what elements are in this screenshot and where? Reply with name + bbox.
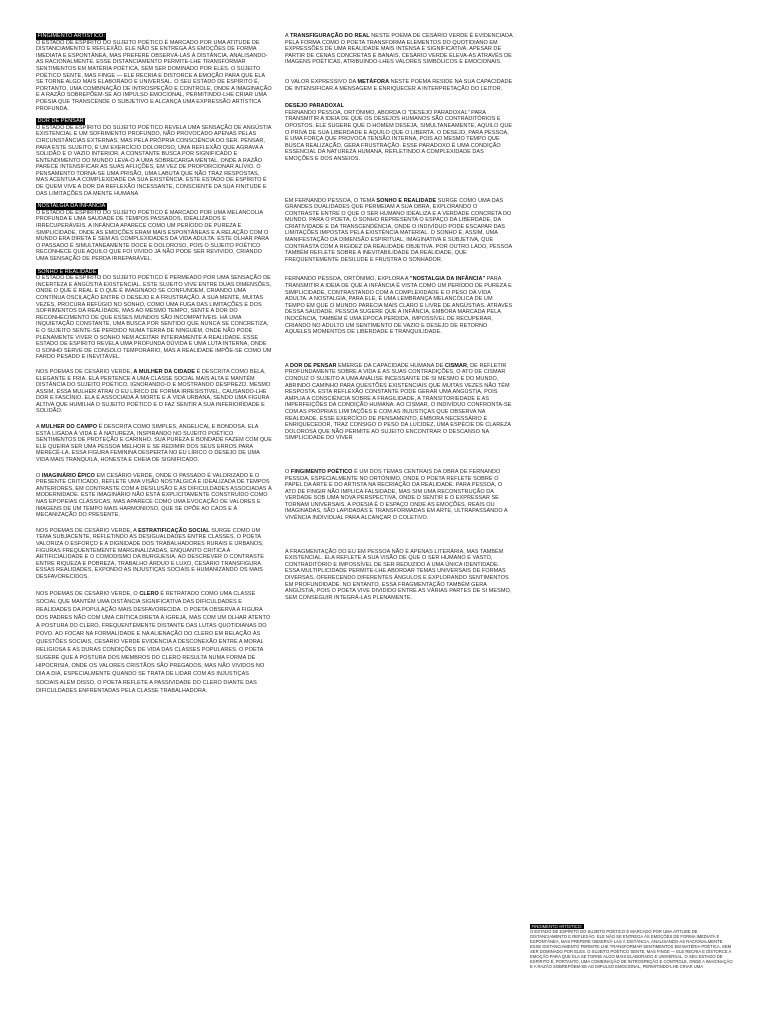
bottom-note-text: O ESTADO DE ESPÍRITO DO SUJEITO POÉTICO É MARCADO POR UMA ATITUDE DE DISTANCIAMENTO E REFLEXÃO. ELE NÃO SE ENTREGA ÀS EMOÇÕES DE FORMA IMEDIATA E ESPONTÂNEA, MAS PREFERE OBSERVÁ-LAS À DISTÂNCIA, ANALISANDO-AS RACIONALMENTE. ESSE DISTANCIAMENTO PERMITE-LHE TRANSFORMAR SENTIMENTOS EM MATÉRIA POÉTICA, SEM SER DOMINADO POR ELES. O SUJEITO POÉTICO SENTE, MAS FINGE — ELE RECRIA E DISTORCE A EMOÇÃO PARA QUE ELA SE TORNE ALGO MAIS ELABORADO E UNIVERSAL. O SEU ESTADO DE ESPÍRITO É, PORTANTO, UMA COMBINAÇÃO DE INTROSPEÇÃO E CONTROLE, ONDE A IMAGINAÇÃO E A RAZÃO SOBREPÕEM-SE AO IMPULSO EMOCIONAL, PERMITINDO-LHE CRIAR UMA — [530, 929, 733, 969]
bottom-note — [530, 924, 735, 969]
paragraph: DESEJO PARADOXAL FERNANDO PESSOA, ORTÓNIMO, ABORDA O "DESEJO PARADOXAL" PARA TRANSMITIR A IDEIA DE QUE OS DESEJOS HUMANOS SÃO CONTRADITÓRIOS E OPOSTOS. ELE SUGERE QUE O HOMEM DESEJA, SIMULTANEAMENTE, AQUILO QUE O PRIVA DE SUA LIBERDADE E AQUILO QUE O LIBERTA. O DESEJO, PARA PESSOA, É UMA FORÇA QUE PROVOCA TENSÃO INTERNA, POIS AO MESMO TEMPO QUE BUSCA REALIZAÇÃO, GERA FRUSTRAÇÃO. ESSE PARADOXO É UMA CONDIÇÃO ESSENCIAL DA NATUREZA HUMANA, REFLETINDO A COMPLEXIDADE DAS EMOÇÕES E DOS ANSEIOS. — [285, 103, 513, 162]
paragraph: O FINGIMENTO POÉTICO É UM DOS TEMAS CENTRAIS DA OBRA DE FERNANDO PESSOA, ESPECIALMENTE NO ORTÓNIMO, ONDE O POETA REFLETE SOBRE O PAPEL DA ARTE E DO ARTISTA NA RECRIAÇÃO DA REALIDADE. PARA PESSOA, O ATO DE FINGIR NÃO IMPLICA FALSIDADE, MAS SIM UMA RECONSTRUÇÃO DA VERDADE SOB UMA NOVA PERSPECTIVA, ONDE O SENTIR E O EXPRESSAR SE TORNAM UNIVERSAIS. A POESIA É O ESPAÇO ONDE AS EMOÇÕES, REAIS OU IMAGINADAS, SÃO LAPIDADAS E TRANSFORMADAS EM ARTE, ULTRAPASSANDO A VIVÊNCIA INDIVIDUAL PARA ALCANÇAR O COLETIVO. — [285, 468, 508, 522]
paragraph: A MULHER DO CAMPO É DESCRITA COMO SIMPLES, ANGELICAL E BONDOSA. ELA ESTÁ LIGADA À VIDA E À NATUREZA, INSPIRANDO NO SUJEITO POÉTICO SENTIMENTOS DE PROTEÇÃO E CARINHO. SUA PUREZA E BONDADE FAZEM COM QUE ELE QUEIRA SER UMA PESSOA MELHOR E SE REDIMIR DOS SEUS ERROS PARA MERECÊ-LA. ESSA FIGURA FEMININA DESPERTA NO EU LÍRICO O DESEJO DE UMA VIDA MAIS TRANQUILA, HONESTA E CHEIA DE SIGNIFICADO. — [36, 424, 272, 464]
paragraph — [36, 203, 272, 262]
paragraph: FERNANDO PESSOA, ORTÓNIMO, EXPLORA A "NOSTALGIA DA INFÂNCIA" PARA TRANSMITIR A IDEIA DE QUE A INFÂNCIA É VISTA COMO UM PERÍODO DE PUREZA E SIMPLICIDADE, CONTRASTANDO COM A COMPLEXIDADE E O PESO DA VIDA ADULTA. A NOSTALGIA, PARA ELE, É UMA LEMBRANÇA MELANCÓLICA DE UM TEMPO EM QUE O MUNDO PARECIA MAIS CLARO E LIVRE DE ANGÚSTIAS. ATRAVÉS DESSA SAUDADE, PESSOA SUGERE QUE A INFÂNCIA, EMBORA MARCADA PELA INOCÊNCIA, TAMBÉM É UMA ÉPOCA PERDIDA, IMPOSSÍVEL DE RECUPERAR, CRIANDO NO ADULTO UM SENTIMENTO DE VAZIO E DESEJO DE RETORNO AQUELES MOMENTOS DE LIBERDADE E TRANQUILIDADE. — [285, 276, 513, 336]
paragraph-text: O ESTADO DE ESPÍRITO DO SUJEITO POÉTICO É PERMEADO POR UMA SENSAÇÃO DE INCERTEZA E ANGÚSTIA EXISTENCIAL. ESTE SUJEITO VIVE ENTRE DUAS DIMENSÕES, ONDE O QUE É REAL E O QUE É IMAGINADO SE CONFUNDEM, CRIANDO UMA CONTÍNUA OSCILAÇÃO ENTRE O DESEJO E A FRUSTRAÇÃO. A SUA MENTE, MUITAS VEZES, PROCURA REFÚGIO NO SONHO, COMO UMA FUGA DAS LIMITAÇÕES E DOS SOFRIMENTOS DA REALIDADE, MAS AO MESMO TEMPO, SENTE A DOR DO RECONHECIMENTO DE QUE ESSES MUNDOS SÃO INCOMPATÍVEIS. HÁ UMA INQUIETAÇÃO CONSTANTE, UMA BUSCA POR SENTIDO QUE NUNCA SE CONCRETIZA, E O SUJEITO SENTE-SE PERDIDO NUMA TERRA DE NINGUÉM, ONDE NÃO PODE PLENAMENTE VIVER O SONHO NEM ACEITAR INTEIRAMENTE A REALIDADE. ESSE ESTADO DE ESPÍRITO REVELA UMA PROFUNDA DÚVIDA E UMA LUTA INTERNA, ONDE O SONHO SERVE DE CONSOLO TEMPORÁRIO, MAS A REALIDADE IMPÕE-SE COMO UM FARDO PESADO E INEVITÁVEL. — [36, 275, 272, 361]
paragraph: A TRANSFIGURAÇÃO DO REAL NESTE POEMA DE CESÁRIO VERDE É EVIDENCIADA PELA FORMA COMO O POETA TRANSFORMA ELEMENTOS DO QUOTIDIANO EM EXPRESSÕES DE UMA REALIDADE MAIS INTENSA E SIGNIFICATIVA. APESAR DE PARTIR DE CENAS CONCRETAS E BANAIS, CESÁRIO VERDE ELEVA-AS ATRAVÉS DE IMAGENS POÉTICAS, ATRIBUINDO-LHES VALORES SIMBÓLICOS E EMOCIONAIS. — [285, 33, 513, 66]
section-heading-tag: FINGIMENTO ARTÍSTICO: — [531, 924, 583, 929]
section-heading-tag: DOR DE PENSAR — [37, 118, 84, 125]
paragraph: O IMAGINÁRIO ÉPICO EM CESÁRIO VERDE, ONDE O PASSADO É VALORIZADO E O PRESENTE CRITICADO, REFLETE UMA VISÃO NOSTÁLGICA E IDEALIZADA DE TEMPOS ANTERIORES, EM CONTRASTE COM A DESILUSÃO E AS DIFICULDADES ASSOCIADAS À MODERNIDADE. ESTE IMAGINÁRIO NÃO ESTÁ EXPLICITAMENTE CONSTRUÍDO COMO NAS EPOPEIAS CLÁSSICAS, MAS APARECE COMO UMA EVOCAÇÃO DE VALORES E IMAGENS DE UM TEMPO MAIS HARMONIOSO, QUE SE OPÕE AO CAOS E À MECANIZAÇÃO DO PRESENTE. — [36, 472, 272, 519]
paragraph — [36, 269, 272, 361]
paragraph: NOS POEMAS DE CESÁRIO VERDE, A MULHER DA CIDADE É DESCRITA COMO BELA, ELEGANTE E FRIA. ELA PERTENCE A UMA CLASSE SOCIAL MAIS ALTA E MANTÉM DISTÂNCIA DO SUJEITO POÉTICO, IGNORANDO-O E MOSTRANDO DESPREZO. MESMO ASSIM, ESSA MULHER ATRAI O EU LÍRICO DE FORMA IRRESISTÍVEL, CAUSANDO-LHE DOR E FASCÍNIO. ELA É ASSOCIADA À MORTE E À VIDA URBANA, SENDO UMA FIGURA ALTIVA QUE HUMILHA O SUJEITO POÉTICO E O FAZ SENTIR A SUA INFERIORIDADE E SOLIDÃO. — [36, 368, 271, 415]
paragraph-text: O ESTADO DE ESPÍRITO DO SUJEITO POÉTICO É MARCADO POR UMA MELANCOLIA PROFUNDA E UMA SAUDADE DE TEMPOS PASSADOS, IDEALIZADOS E IRRECUPERÁVEIS. A INFÂNCIA APARECE COMO UM PERÍODO DE PUREZA E SIMPLICIDADE, ONDE AS EMOÇÕES ERAM MAIS ESPONTÂNEAS E A RELAÇÃO COM O MUNDO ERA DIRETA E SEM AS COMPLEXIDADES DA VIDA ADULTA. ESTE OLHAR PARA O PASSADO É SIMULTANEAMENTE DOCE E DOLOROSO, POIS O SUJEITO POÉTICO RECONHECE QUE AQUILO QUE FOI VIVIDO JÁ NÃO PODE SER REVIVIDO, CRIANDO UMA SENSAÇÃO DE PERDA IRREPARÁVEL. — [36, 209, 269, 262]
paragraph — [36, 118, 272, 197]
paragraph: NOS POEMAS DE CESÁRIO VERDE, A ESTRATIFICAÇÃO SOCIAL SURGE COMO UM TEMA SUBJACENTE, REFLETINDO AS DESIGUALDADES ENTRE CLASSES. O POETA VALORIZA O ESFORÇO E A DIGNIDADE DOS TRABALHADORES RURAIS E URBANOS, FIGURAS FREQUENTEMENTE MARGINALIZADAS, ENQUANTO CRITICA A ARTIFICIALIDADE E O COMODISMO DA BURGUESIA. AO DESCREVER O CONTRASTE ENTRE RIQUEZA E POBREZA, TRABALHO ÁRDUO E LUXO, CESÁRIO TRANSFIGURA ESSAS REALIDADES, EXPONDO AS INJUSTIÇAS SOCIAIS E HUMANIZANDO OS MAIS DESFAVORECIDOS. — [36, 527, 264, 580]
paragraph — [36, 33, 272, 112]
section-heading-tag: NOSTALGIA DA INFÂNCIA — [37, 203, 106, 210]
paragraph: EM FERNANDO PESSOA, O TEMA SONHO E REALIDADE SURGE COMO UMA DAS GRANDES DUALIDADES QUE PERMEIAM A SUA OBRA, EXPLORANDO O CONTRASTE ENTRE O QUE O SER HUMANO IDEALIZA E A VERDADE CONCRETA DO MUNDO. PARA O POETA, O SONHO REPRESENTA O ESPAÇO DA LIBERDADE, DA CRIATIVIDADE E DA TRANSCENDÊNCIA, ONDE O INDIVÍDUO PODE ESCAPAR DAS LIMITAÇÕES IMPOSTAS PELA EXISTÊNCIA MATERIAL. O SONHO É, ASSIM, UMA MANIFESTAÇÃO DA DIMENSÃO ESPIRITUAL, IMAGINATIVA E SUBJETIVA, QUE CONTRASTA COM A RIGIDEZ DA REALIDADE OBJETIVA. POR OUTRO LADO, PESSOA TAMBÉM REFLETE SOBRE A INEVITABILIDADE DA REALIDADE, QUE FREQUENTEMENTE DESILUDE E FRUSTRA O SONHADOR. — [285, 197, 512, 263]
paragraph: O VALOR EXPRESSIVO DA METÁFORA NESTE POEMA RESIDE NA SUA CAPACIDADE DE INTENSIFICAR A MENSAGEM E ENRIQUECER A INTERPRETAÇÃO DO LEITOR. — [285, 78, 513, 92]
left-column — [36, 33, 272, 695]
paragraph-text: O ESTADO DE ESPÍRITO DO SUJEITO POÉTICO É MARCADO POR UMA ATITUDE DE DISTANCIAMENTO E REFLEXÃO. ELE NÃO SE ENTREGA ÀS EMOÇÕES DE FORMA IMEDIATA E ESPONTÂNEA, MAS PREFERE OBSERVÁ-LAS À DISTÂNCIA, ANALISANDO-AS RACIONALMENTE. ESSE DISTANCIAMENTO PERMITE-LHE TRANSFORMAR SENTIMENTOS EM MATÉRIA POÉTICA, SEM SER DOMINADO POR ELES. O SUJEITO POÉTICO SENTE, MAS FINGE — ELE RECRIA E DISTORCE A EMOÇÃO PARA QUE ELA SE TORNE ALGO MAIS ELABORADO E UNIVERSAL. O SEU ESTADO DE ESPÍRITO É, PORTANTO, UMA COMBINAÇÃO DE INTROSPEÇÃO E CONTROLE, ONDE A IMAGINAÇÃO E A RAZÃO SOBREPÕEM-SE AO IMPULSO EMOCIONAL, PERMITINDO-LHE CRIAR UMA POESIA QUE TRANSCENDE O SUBJETIVO E ALCANÇA UMA EXPRESSÃO ARTÍSTICA PROFUNDA. — [36, 39, 272, 112]
paragraph: A FRAGMENTAÇÃO DO EU EM PESSOA NÃO É APENAS LITERÁRIA, MAS TAMBÉM EXISTENCIAL. ELA REFLETE A SUA VISÃO DE QUE O SER HUMANO É VASTO, CONTRADITÓRIO E IMPOSSÍVEL DE SER REDUZIDO A UMA ÚNICA IDENTIDADE. ESSA MULTIPLICIDADE PERMITE-LHE ABORDAR TEMAS UNIVERSAIS DE FORMAS DIVERSAS, OFERECENDO DIFERENTES ÂNGULOS E EXPLORANDO SENTIMENTOS EM PROFUNDIDADE. NO ENTANTO, ESSA FRAGMENTAÇÃO TAMBÉM GERA ANGÚSTIA, POIS O POETA VIVE DIVIDIDO ENTRE AS VÁRIAS PARTES DE SI MESMO, SEM CONSEGUIR INTEGRÁ-LAS PLENAMENTE. — [285, 548, 512, 601]
section-heading-tag: SONHO E REALIDADE — [37, 268, 97, 275]
paragraph: NOS POEMAS DE CESÁRIO VERDE, O CLERO É RETRATADO COMO UMA CLASSE SOCIAL QUE MANTÉM UMA DISTÂNCIA SIGNIFICATIVA DAS DIFICULDADES E REALIDADES DA POPULAÇÃO MAIS DESFAVORECIDA. O POETA OBSERVA A FIGURA DOS PADRES NÃO COM UMA CRÍTICA DIRETA À IGREJA, MAS COM UM OLHAR ATENTO À POSTURA DO CLERO, FREQUENTEMENTE DISTANTE DAS LUTAS QUOTIDIANAS DO POVO. AO FOCAR NA FORMALIDADE E NA ALIENAÇÃO DO CLERO EM RELAÇÃO ÀS QUESTÕES SOCIAIS, CESÁRIO VERDE EVIDENCIA A DESCONEXÃO ENTRE A MORAL RELIGIOSA E AS DURAS CONDIÇÕES DE VIDA DAS CLASSES POPULARES. O POETA SUGERE QUE A POSTURA DOS MEMBROS DO CLERO RESULTA NUMA FORMA DE HIPOCRISIA, ONDE OS VALORES CRISTÃOS SÃO PREGADOS, MAS NÃO VIVIDOS NO DIA A DIA, ESPECIALMENTE QUANDO SE TRATA DE LIDAR COM AS INJUSTIÇAS SOCIAIS ALÉM DISSO, O POETA REFLETE A PASSIVIDADE DO CLERO DIANTE DAS DIFICULDADES ENFRENTADAS PELA CLASSE TRABALHADORA. — [36, 590, 271, 694]
section-heading-tag: FINGIMENTO ARTÍSTICO: — [37, 33, 105, 39]
paragraph-text: O ESTADO DE ESPÍRITO DO SUJEITO POÉTICO REVELA UMA SENSAÇÃO DE ANGÚSTIA EXISTENCIAL E UM SOFRIMENTO PROFUNDO, NÃO PROVOCADO APENAS PELAS CIRCUNSTÂNCIAS EXTERNAS, MAS PELA PRÓPRIA CONSCIÊNCIA DO SER. PENSAR, PARA ESTE SUJEITO, É UM EXERCÍCIO DOLOROSO, UMA REFLEXÃO QUE AGRAVA A SOLIDÃO E O VAZIO INTERIOR. A CONSTANTE BUSCA POR SIGNIFICADO E ENTENDIMENTO DO MUNDO LEVA-O A UMA SOBRECARGA MENTAL, ONDE A RAZÃO PARECE INTENSIFICAR AS SUAS AFLIÇÕES, EM VEZ DE PROPORCIONAR ALÍVIO. O PENSAMENTO TORNA-SE UMA PRISÃO, UMA LABUTA QUE NÃO TRAZ RESPOSTAS, MAS ACENTUA A COMPLEXIDADE DA SUA EXISTÊNCIA. ESTE ESTADO DE ESPÍRITO É DE QUEM VIVE A DOR DA REFLEXÃO INCESSANTE, CONSCIENTE DA SUA FINITUDE E DAS LIMITAÇÕES DA MENTE HUMANA — [36, 124, 272, 197]
right-column — [285, 33, 513, 601]
paragraph: A DOR DE PENSAR EMERGE DA CAPACIDADE HUMANA DE CISMAR, DE REFLETIR PROFUNDAMENTE SOBRE A VIDA E AS SUAS CONTRADIÇÕES. O ATO DE CISMAR CONDUZ O SUJEITO A UMA ANÁLISE INCESSANTE DE SI MESMO E DO MUNDO, ABRINDO CAMINHO PARA QUESTÕES EXISTENCIAIS QUE MUITAS VEZES NÃO TÊM RESPOSTA. ESTA REFLEXÃO CONSTANTE PODE GERAR UMA ANGÚSTIA, POIS AMPLIA A CONSCIÊNCIA SOBRE A FRAGILIDADE, A TRANSITORIEDADE E AS IMPERFEIÇÕES DA CONDIÇÃO HUMANA. AO CISMAR, O INDIVÍDUO CONFRONTA-SE COM AS PRÓPRIAS LIMITAÇÕES E COM AS INJUSTIÇAS QUE OBSERVA NA REALIDADE. ESSE EXERCÍCIO DE PENSAMENTO, EMBORA NECESSÁRIO E ENRIQUECEDOR, TRAZ CONSIGO O PESO DA LUCIDEZ, UMA ESPÉCIE DE CLAREZA DOLOROSA QUE NÃO PERMITE AO SUJEITO ENCONTRAR O DESCANSO NA SIMPLICIDADE DO VIVER — [285, 362, 512, 442]
